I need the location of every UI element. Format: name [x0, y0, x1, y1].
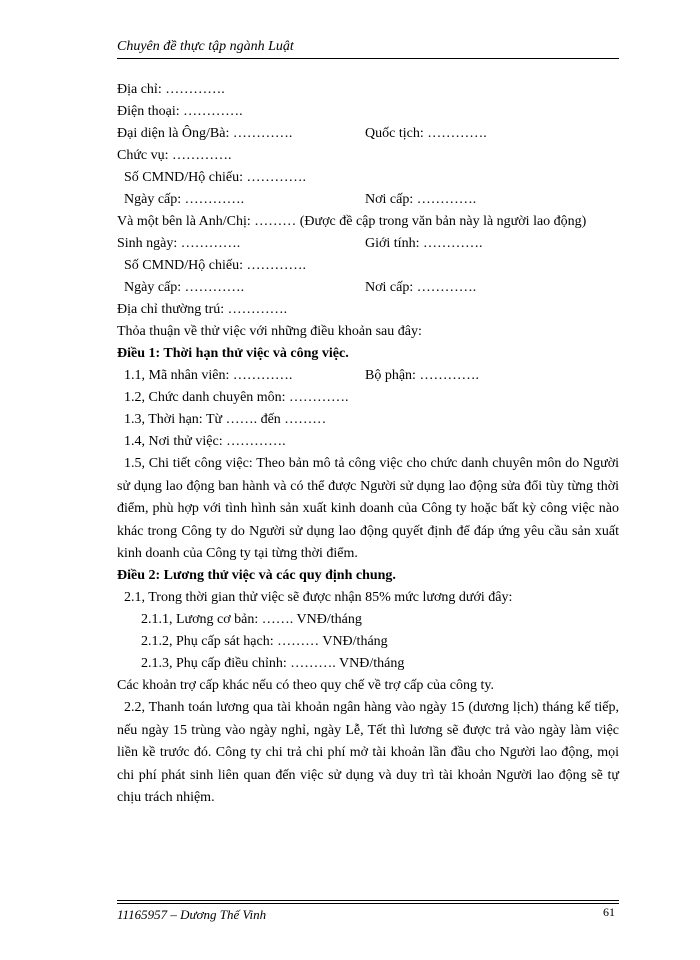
clause-1-5: 1.5, Chi tiết công việc: Theo bản mô tả công việc cho chức danh chuyên môn do Người sử dụng lao động ban hành và có thể được Người sử dụng lao động sửa đổi tùy từng thời điểm, phù hợp với tình hình sản xuất kinh doanh của Công ty hoặc bất kỳ công việc nào khác trong Công ty do Người sử dụng lao động quyết định để đáp ứng yêu cầu sản xuất kinh doanh của Công ty tại từng thời điểm. — [117, 456, 619, 562]
field-issue-date-2: Ngày cấp: …………. — [124, 280, 245, 296]
field-party-b: Và một bên là Anh/Chị: ……… (Được đề cập trong văn bản này là người lao động) — [117, 214, 587, 229]
clause-1-1-row — [117, 365, 619, 387]
field-gender: Giới tính: …………. — [365, 236, 483, 252]
field-dob-row — [117, 233, 619, 255]
page-number: 61 — [603, 905, 615, 919]
page-footer — [117, 900, 619, 925]
document-body — [117, 79, 619, 809]
clause-1-1-department: Bộ phận: …………. — [365, 368, 479, 384]
clause-1-2: 1.2, Chức danh chuyên môn: …………. — [124, 390, 349, 406]
field-phone: Điện thoại: …………. — [117, 104, 243, 119]
clause-2-1-2: 2.1.2, Phụ cấp sát hạch: ……… VNĐ/tháng — [141, 634, 388, 650]
field-id-number-2: Số CMND/Hộ chiếu: …………. — [124, 258, 306, 274]
field-issue-row-1 — [117, 189, 619, 211]
field-address: Địa chỉ: …………. — [117, 82, 225, 97]
field-issue-row-2 — [117, 277, 619, 299]
field-issue-place-2: Nơi cấp: …………. — [365, 280, 477, 296]
clause-2-1: 2.1, Trong thời gian thử việc sẽ được nhận 85% mức lương dưới đây: — [124, 590, 513, 606]
field-dob: Sinh ngày: …………. — [117, 236, 241, 252]
agreement-intro: Thỏa thuận về thử việc với những điều khoản sau đây: — [117, 324, 422, 340]
article-1-heading: Điều 1: Thời hạn thử việc và công việc. — [117, 346, 349, 362]
article-2-heading: Điều 2: Lương thử việc và các quy định chung. — [117, 568, 396, 584]
clause-2-1-3: 2.1.3, Phụ cấp điều chỉnh: ………. VNĐ/tháng — [141, 656, 405, 672]
footer-rule — [117, 900, 619, 904]
clause-2-1-1: 2.1.1, Lương cơ bản: ……. VNĐ/tháng — [141, 612, 362, 628]
field-id-number-1: Số CMND/Hộ chiếu: …………. — [124, 170, 306, 185]
clause-1-4: 1.4, Nơi thử việc: …………. — [124, 434, 286, 450]
header-rule — [117, 58, 619, 59]
field-position: Chức vụ: …………. — [117, 148, 232, 163]
field-residence: Địa chỉ thường trú: …………. — [117, 302, 288, 318]
field-issue-place-1: Nơi cấp: …………. — [365, 192, 477, 207]
field-representative: Đại diện là Ông/Bà: …………. — [117, 126, 293, 141]
clause-2-2: 2.2, Thanh toán lương qua tài khoản ngân hàng vào ngày 15 (dương lịch) tháng kế tiếp, nếu ngày 15 trùng vào ngày nghỉ, ngày Lễ, Tết thì lương sẽ được trả vào ngày làm việc liền kề trước đó. Công ty chi trả chi phí mở tài khoản lần đầu cho Người lao động, mọi chi phí phát sinh liên quan đến việc sử dụng và duy trì tài khoản Người lao động sẽ tự chịu trách nhiệm. — [117, 700, 619, 806]
clause-1-1: 1.1, Mã nhân viên: …………. — [124, 368, 293, 384]
clause-1-3: 1.3, Thời hạn: Từ ……. đến ……… — [124, 412, 327, 428]
footer-author: 11165957 – Dương Thế Vinh — [117, 907, 267, 922]
other-allowances: Các khoản trợ cấp khác nếu có theo quy chế về trợ cấp của công ty. — [117, 678, 494, 694]
header-title: Chuyên đề thực tập ngành Luật — [117, 39, 294, 54]
page-header — [117, 38, 619, 59]
field-nationality: Quốc tịch: …………. — [365, 126, 487, 141]
field-issue-date-1: Ngày cấp: …………. — [124, 192, 245, 207]
field-representative-row — [117, 123, 619, 145]
